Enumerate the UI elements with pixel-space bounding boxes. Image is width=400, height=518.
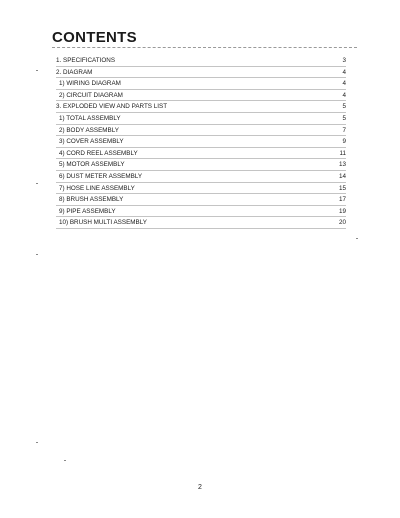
toc-entry-page: 20 [338,219,346,227]
toc-entry-page: 19 [338,207,346,215]
table-of-contents [56,55,346,229]
toc-entry [56,55,346,67]
toc-entry-page: 4 [342,68,346,76]
toc-entry-page: 7 [342,126,346,134]
toc-entry [56,78,346,90]
toc-entry-label: 8) BRUSH ASSEMBLY [59,196,124,204]
toc-entry [56,113,346,125]
toc-entry-label: 4) CORD REEL ASSEMBLY [59,149,138,157]
toc-entry [56,125,346,137]
toc-entry-label: 3) COVER ASSEMBLY [59,138,124,146]
toc-entry-page: 15 [338,184,346,192]
toc-entry [56,101,346,113]
toc-entry [56,217,346,229]
toc-entry-label: 6) DUST METER ASSEMBLY [59,172,143,180]
toc-entry-label: 1) TOTAL ASSEMBLY [59,114,121,122]
toc-entry-label: 2) BODY ASSEMBLY [59,126,119,134]
scan-speck [36,442,38,443]
toc-entry-page: 14 [338,172,346,180]
toc-entry-page: 4 [342,91,346,99]
toc-entry-page: 3 [342,57,346,64]
toc-entry-page: 5 [342,114,346,122]
page-title: CONTENTS [52,29,137,46]
toc-entry-label: 3. EXPLODED VIEW AND PARTS LIST [56,103,168,111]
toc-entry [56,183,346,195]
toc-entry [56,148,346,160]
title-underline [52,47,357,48]
toc-entry [56,171,346,183]
toc-entry-rule [56,228,346,229]
scan-speck [64,460,66,461]
toc-entry [56,194,346,206]
toc-entry [56,136,346,148]
scan-speck [36,70,38,71]
toc-entry-page: 4 [342,80,346,88]
toc-entry-label: 2) CIRCUIT DIAGRAM [59,91,123,99]
toc-entry [56,67,346,79]
scan-speck [36,183,38,184]
toc-entry-label: 10) BRUSH MULTI ASSEMBLY [59,219,147,227]
scan-speck [36,254,38,255]
toc-entry-page: 13 [338,161,346,169]
toc-entry-label: 7) HOSE LINE ASSEMBLY [59,184,135,192]
toc-entry-page: 5 [342,103,346,111]
page-number: 2 [198,484,202,491]
toc-entry-label: 1. SPECIFICATIONS [56,57,116,64]
toc-entry [56,90,346,102]
toc-entry-label: 2. DIAGRAM [56,68,93,76]
toc-entry-page: 17 [338,196,346,204]
toc-entry-page: 11 [339,149,346,157]
toc-entry-label: 9) PIPE ASSEMBLY [59,207,116,215]
toc-entry [56,206,346,218]
toc-entry-label: 1) WIRING DIAGRAM [59,80,121,88]
scan-speck [356,238,358,239]
toc-entry-page: 9 [342,138,346,146]
toc-entry [56,159,346,171]
toc-entry-label: 5) MOTOR ASSEMBLY [59,161,125,169]
